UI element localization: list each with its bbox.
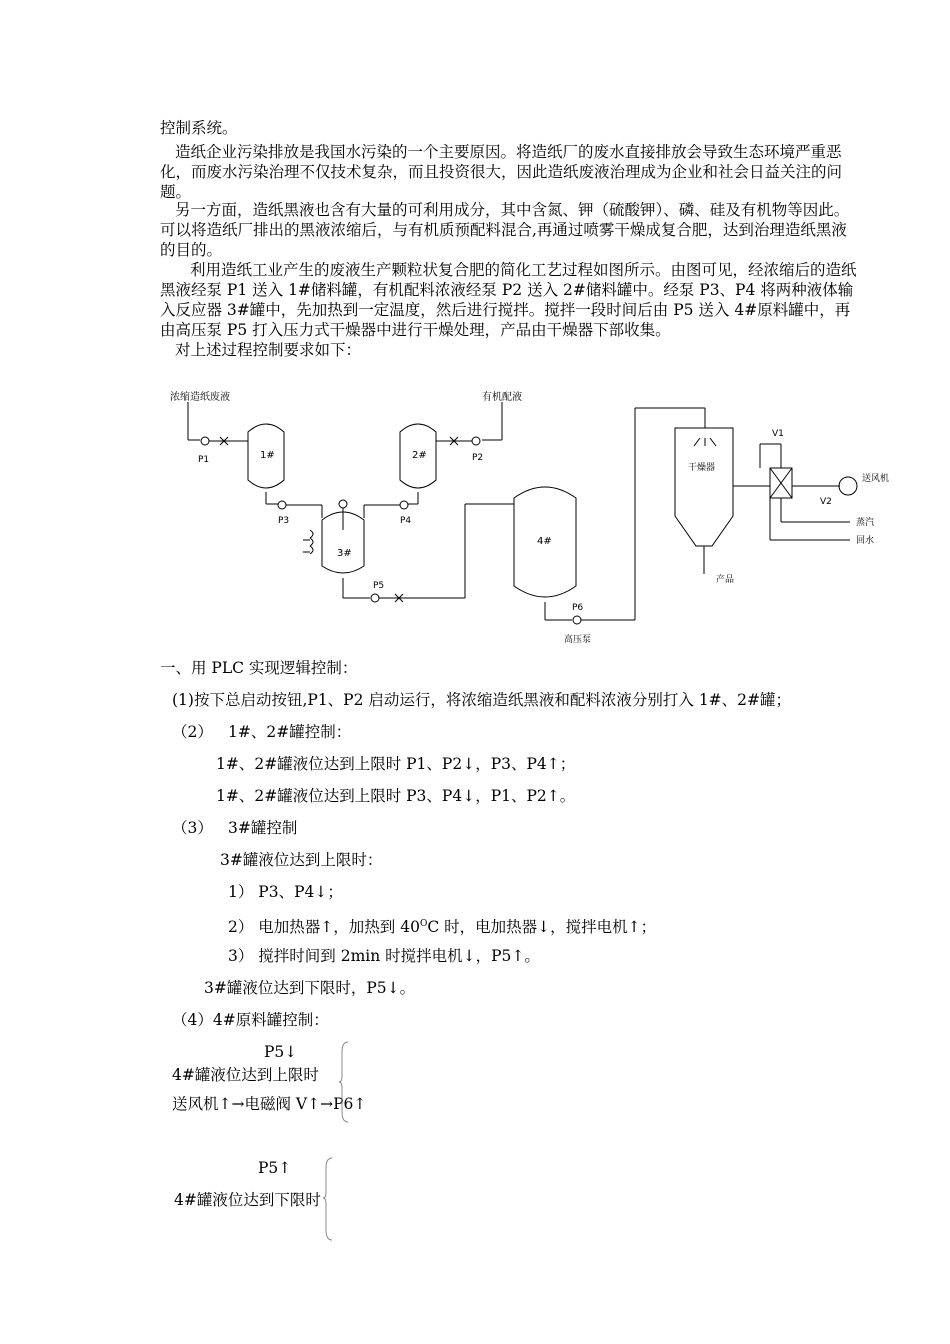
control-item-3-line3: 3） 搅拌时间到 2min 时搅拌电机↓，P5↑。 [228,947,540,965]
label-tank1: 1# [260,450,275,461]
control-item-2-line2: 1#、2#罐液位达到上限时 P3、P4↓，P1、P2↑。 [216,787,576,805]
process-flow-diagram [160,380,900,650]
paragraph-pollution: 造纸企业污染排放是我国水污染的一个主要原因。将造纸厂的废水直接排放会导致生态环境严重恶化，而废水污染治理不仅技术复杂，而且投资很大，因此造纸废液治理成为企业和社会日益关注的问题。 [160,143,843,201]
brace1-bracket [338,1040,352,1124]
control-item-3-num: （3） [172,819,213,837]
label-return: 回水 [856,536,875,546]
control-item-3-line2: 2） 电加热器↑，加热到 $40^OC$ 时，电加热器↓，搅拌电机↑； [228,918,657,937]
label-p3: P3 [278,516,290,526]
section-heading: 一、用 PLC 实现逻辑控制： [160,659,358,677]
label-black-liquor: 浓缩造纸废液 [170,392,230,403]
control-item-4-title: （4）4#原料罐控制： [172,1011,329,1029]
label-p4: P4 [400,516,412,526]
control-item-2-title: 1#、2#罐控制： [228,723,352,741]
label-p6: P6 [572,603,584,613]
label-tank2: 2# [412,450,427,461]
control-item-2-line1: 1#、2#罐液位达到上限时 P1、P2↓，P3、P4↑； [216,755,576,773]
control-item-2-num: （2） [172,723,213,741]
brace2-bracket [322,1156,336,1242]
label-product: 产品 [716,575,735,585]
label-p2: P2 [472,453,484,463]
control-item-3-line4: 3#罐液位达到下限时，P5↓。 [204,979,416,997]
control-item-3-line0: 3#罐液位达到上限时： [220,851,383,869]
control-item-1: (1)按下总启动按钮,P1、P2 启动运行，将浓缩造纸黑液和配料浓液分别打入 1#、2#罐； [172,691,792,709]
label-organic: 有机配液 [482,392,522,403]
label-steam: 蒸汽 [856,518,875,528]
label-v2: V2 [820,497,832,507]
intro-line: 控制系统。 [160,119,238,137]
brace2-top: P5↑ [258,1159,292,1177]
brace1-left: 4#罐液位达到上限时 [172,1066,319,1084]
control-item-3-line1: 1） P3、P4↓； [228,883,343,901]
paragraph-black-liquor: 另一方面，造纸黑液也含有大量的可利用成分，其中含氮、钾（硫酸钾）、磷、硅及有机物等因此。可以将造纸厂排出的黑液浓缩后，与有机质预配料混合,再通过喷雾干燥成复合肥，达到治理造纸黑液的目的。 [160,201,850,259]
label-p5: P5 [373,581,385,591]
label-tank3: 3# [337,548,352,559]
brace1-top: P5↓ [264,1043,298,1061]
label-hp-pump: 高压泵 [564,635,592,645]
label-dryer: 干燥器 [688,463,716,473]
label-v1: V1 [772,429,784,439]
label-p1: P1 [198,455,210,465]
paragraph-requirements: 对上述过程控制要求如下： [175,341,362,359]
paragraph-process: 利用造纸工业产生的废液生产颗粒状复合肥的简化工艺过程如图所示。由图可见，经浓缩后的造纸黑液经泵 P1 送入 1#储料罐，有机配料浓液经泵 P2 送入 2#储料罐中。经泵 P3、P4 将两种液体输入反应器 3#罐中，先加热到一定温度，然后进行搅拌。搅拌一段时间后由 P5 送入 4#原料罐中，再由高压泵 P5 打入压力式干燥器中进行干燥处理，产品由干燥器下部收集。 [160,261,857,339]
degree-superscript: O [419,919,428,929]
label-fan: 送风机 [862,474,890,484]
control-item-3-title: 3#罐控制 [228,819,298,837]
label-tank4: 4# [537,536,552,547]
brace2-left: 4#罐液位达到下限时 [174,1191,321,1209]
brace1-bottom: 送风机↑→电磁阀 V↑→P6↑ [172,1095,367,1113]
